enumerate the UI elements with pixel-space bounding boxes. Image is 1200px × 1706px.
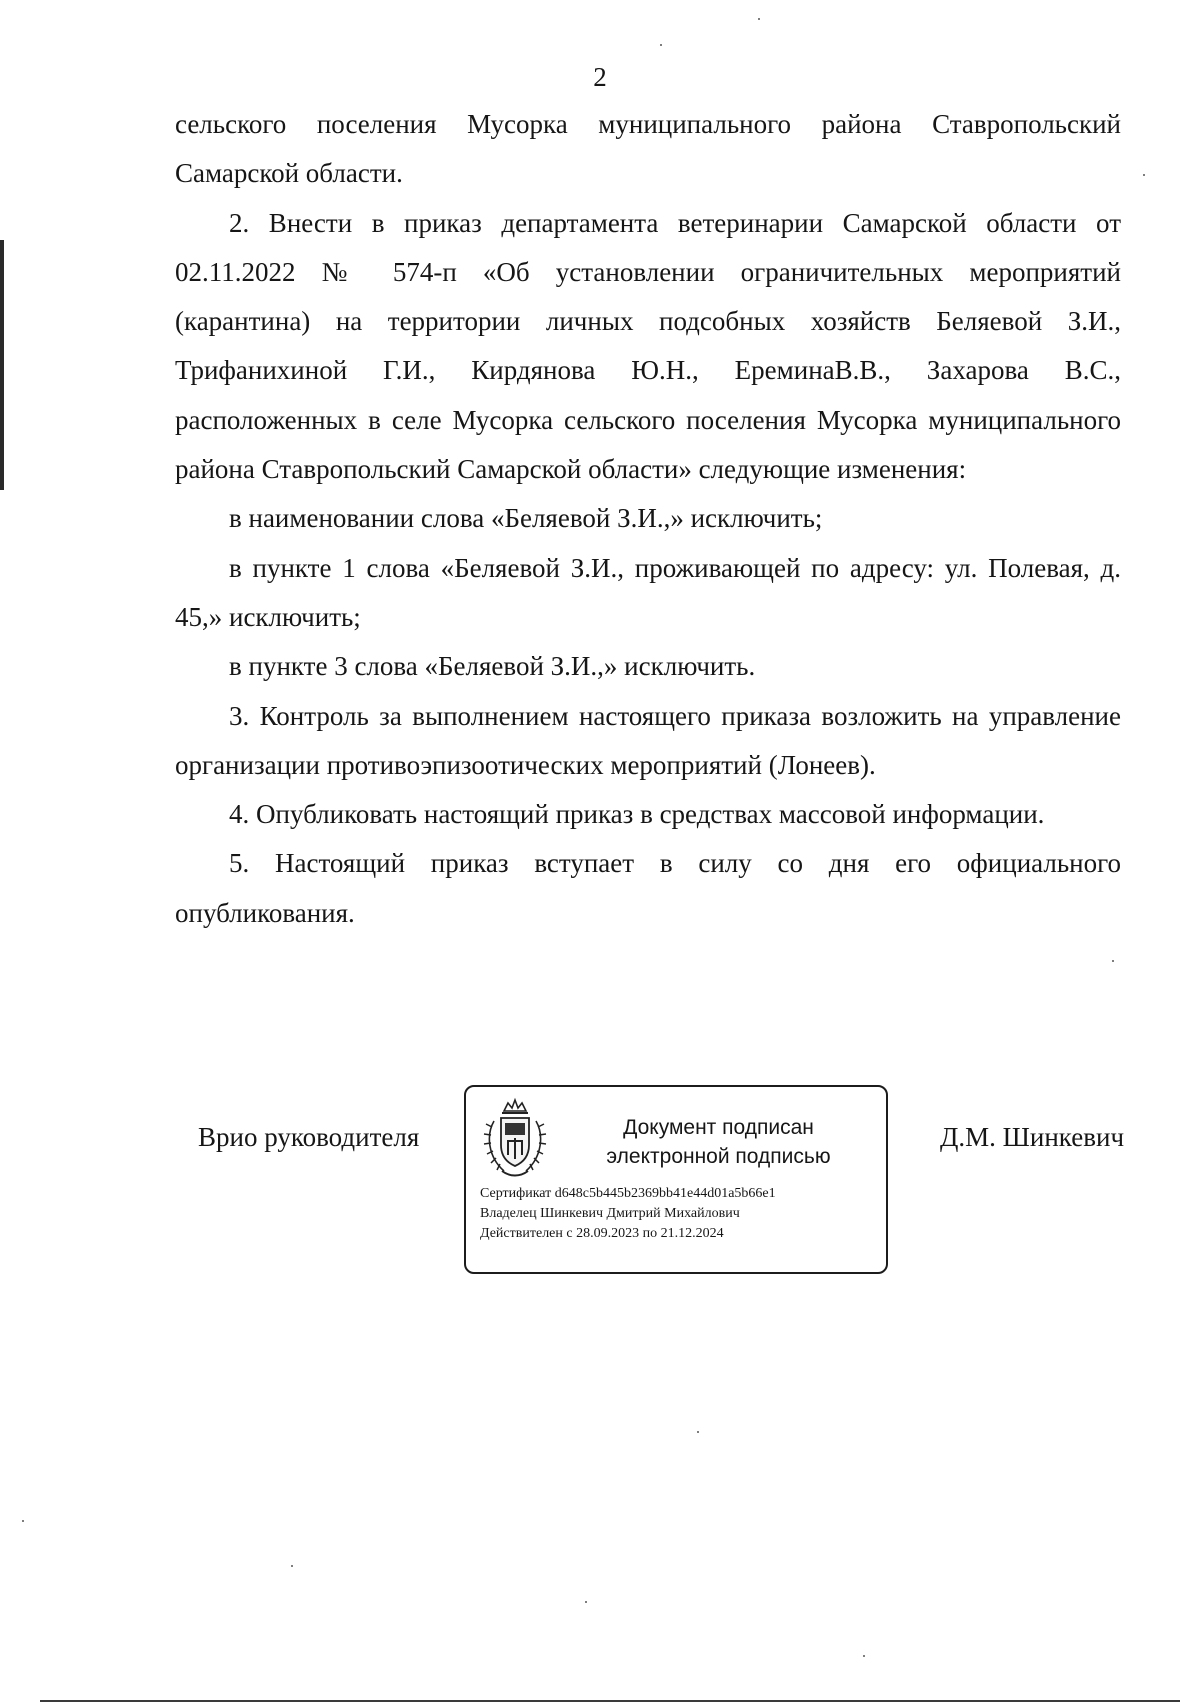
stamp-validity: Действителен с 28.09.2023 по 21.12.2024 — [480, 1226, 724, 1241]
paragraph-item-3: 3. Контроль за выполнением настоящего приказа возложить на управление организации противоэпизоотических мероприятий (Лонеев). — [175, 700, 1121, 780]
scan-speck — [660, 44, 662, 46]
scan-edge-mark — [0, 240, 4, 490]
stamp-title-line-2: электронной подписью — [606, 1145, 831, 1168]
paragraph-change-point-3: в пункте 3 слова «Беляевой З.И.,» исключить. — [229, 651, 756, 682]
scan-speck — [697, 1431, 699, 1433]
paragraph-item-5: 5. Настоящий приказ вступает в силу со дня его официального опубликования. — [175, 848, 1121, 928]
paragraph-item-2: 2. Внести в приказ департамента ветеринарии Самарской области от 02.11.2022 № 574-п «Об установлении ограничительных мероприятий (карантина) на территории личных подсобных хозяйств Беляевой З.И., Трифанихиной Г.И., Кирдянова Ю.Н., ЕреминаВ.В., Захарова В.С., расположенных в селе Мусорка сельского поселения Мусорка муниципального района Ставропольский Самарской области» следующие изменения: — [175, 207, 1121, 485]
coat-of-arms-icon — [482, 1097, 548, 1181]
paragraph-continuation: сельского поселения Мусорка муниципального района Ставропольский Самарской области. — [175, 109, 1121, 189]
stamp-owner: Владелец Шинкевич Дмитрий Михайлович — [480, 1206, 740, 1221]
scan-speck — [1143, 174, 1145, 176]
paragraph-change-point-1: в пункте 1 слова «Беляевой З.И., проживающей по адресу: ул. Полевая, д. 45,» исключить; — [175, 552, 1121, 632]
signer-position: Врио руководителя — [198, 1122, 420, 1152]
scan-speck — [1112, 960, 1114, 962]
paragraph-item-4: 4. Опубликовать настоящий приказ в средствах массовой информации. — [229, 799, 1045, 830]
document-body — [175, 100, 1121, 938]
stamp-title — [561, 1113, 876, 1171]
scan-speck — [291, 1565, 293, 1567]
paragraph-change-title: в наименовании слова «Беляевой З.И.,» исключить; — [229, 503, 823, 534]
scan-speck — [758, 18, 760, 20]
scan-speck — [22, 1520, 24, 1522]
scan-edge-mark-bottom — [40, 1700, 1180, 1702]
stamp-certificate: Сертификат d648c5b445b2369bb41e44d01a5b66e1 — [480, 1186, 776, 1201]
page-number: 2 — [593, 62, 607, 92]
scan-speck — [585, 1601, 587, 1603]
electronic-signature-stamp — [464, 1085, 888, 1274]
signer-name: Д.М. Шинкевич — [940, 1122, 1125, 1152]
scan-speck — [863, 1655, 865, 1657]
stamp-title-line-1: Документ подписан — [623, 1116, 814, 1139]
